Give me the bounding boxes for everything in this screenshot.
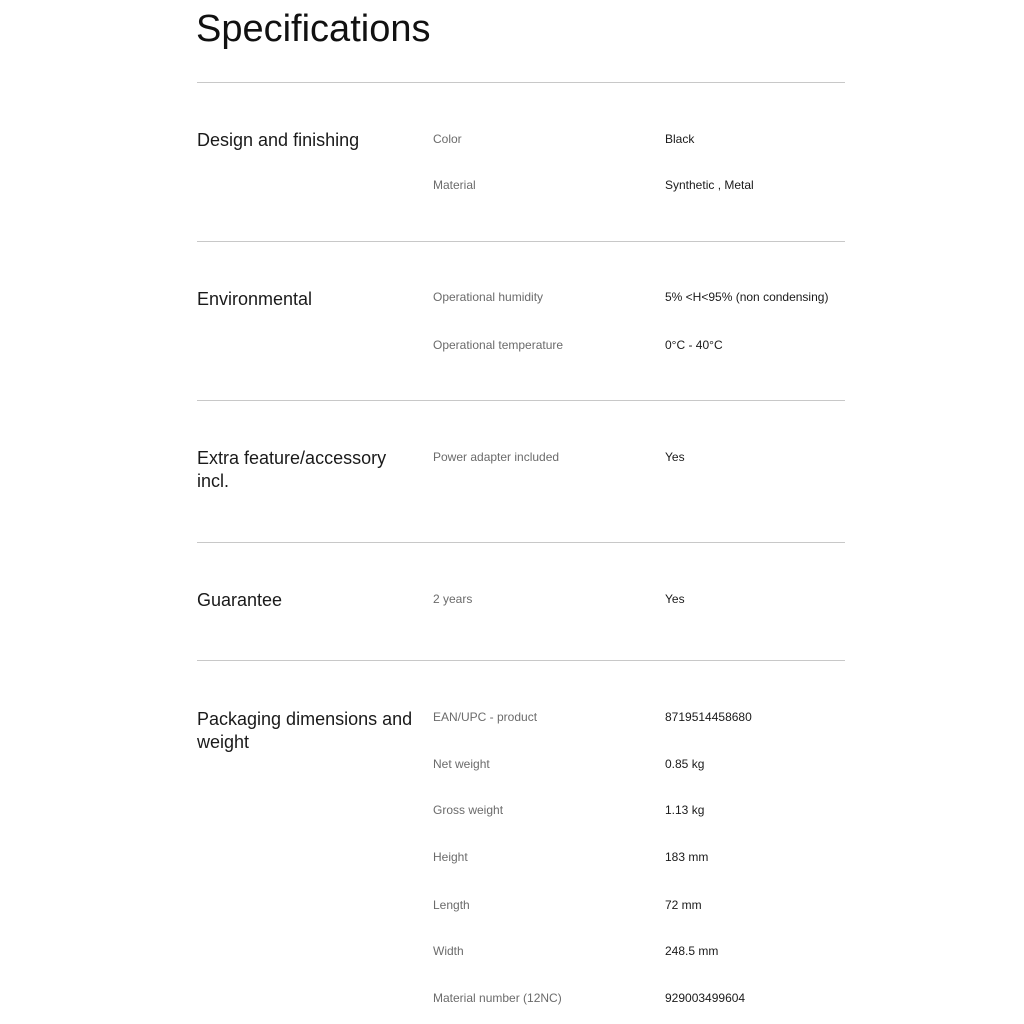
spec-label-operational-temperature: Operational temperature — [433, 338, 564, 352]
spec-value-length: 72 mm — [665, 898, 702, 912]
spec-label-power-adapter: Power adapter included — [433, 450, 560, 464]
spec-label-material: Material — [433, 178, 476, 192]
spec-label-color: Color — [433, 132, 462, 146]
spec-label-length: Length — [433, 898, 470, 912]
section-title: Packaging dimensions and weight — [197, 709, 413, 752]
spec-value-width: 248.5 mm — [665, 944, 719, 958]
page-title: Specifications — [196, 8, 431, 50]
section-title: Guarantee — [197, 590, 283, 610]
spec-value-power-adapter: Yes — [665, 450, 685, 464]
spec-label-guarantee-years: 2 years — [433, 592, 473, 606]
spec-value-ean-upc: 8719514458680 — [665, 710, 752, 724]
spec-value-net-weight: 0.85 kg — [665, 757, 705, 771]
section-divider — [197, 542, 845, 543]
spec-label-width: Width — [433, 944, 464, 958]
section-title: Design and finishing — [197, 130, 360, 150]
spec-value-operational-humidity: 5% <H<95% (non condensing) — [665, 290, 829, 304]
spec-value-height: 183 mm — [665, 850, 709, 864]
section-divider — [197, 82, 845, 83]
section-title: Environmental — [197, 289, 313, 309]
section-divider — [197, 241, 845, 242]
spec-value-color: Black — [665, 132, 695, 146]
spec-label-gross-weight: Gross weight — [433, 803, 504, 817]
section-title: Extra feature/accessory incl. — [197, 448, 387, 491]
spec-value-operational-temperature: 0°C - 40°C — [665, 338, 723, 352]
spec-label-operational-humidity: Operational humidity — [433, 290, 544, 304]
spec-value-gross-weight: 1.13 kg — [665, 803, 705, 817]
spec-label-height: Height — [433, 850, 468, 864]
spec-label-net-weight: Net weight — [433, 757, 490, 771]
spec-value-material-number: 929003499604 — [665, 991, 746, 1005]
spec-label-ean-upc: EAN/UPC - product — [433, 710, 538, 724]
section-divider — [197, 660, 845, 661]
section-divider — [197, 400, 845, 401]
spec-value-material: Synthetic , Metal — [665, 178, 754, 192]
spec-value-guarantee: Yes — [665, 592, 685, 606]
spec-label-material-number: Material number (12NC) — [433, 991, 562, 1005]
